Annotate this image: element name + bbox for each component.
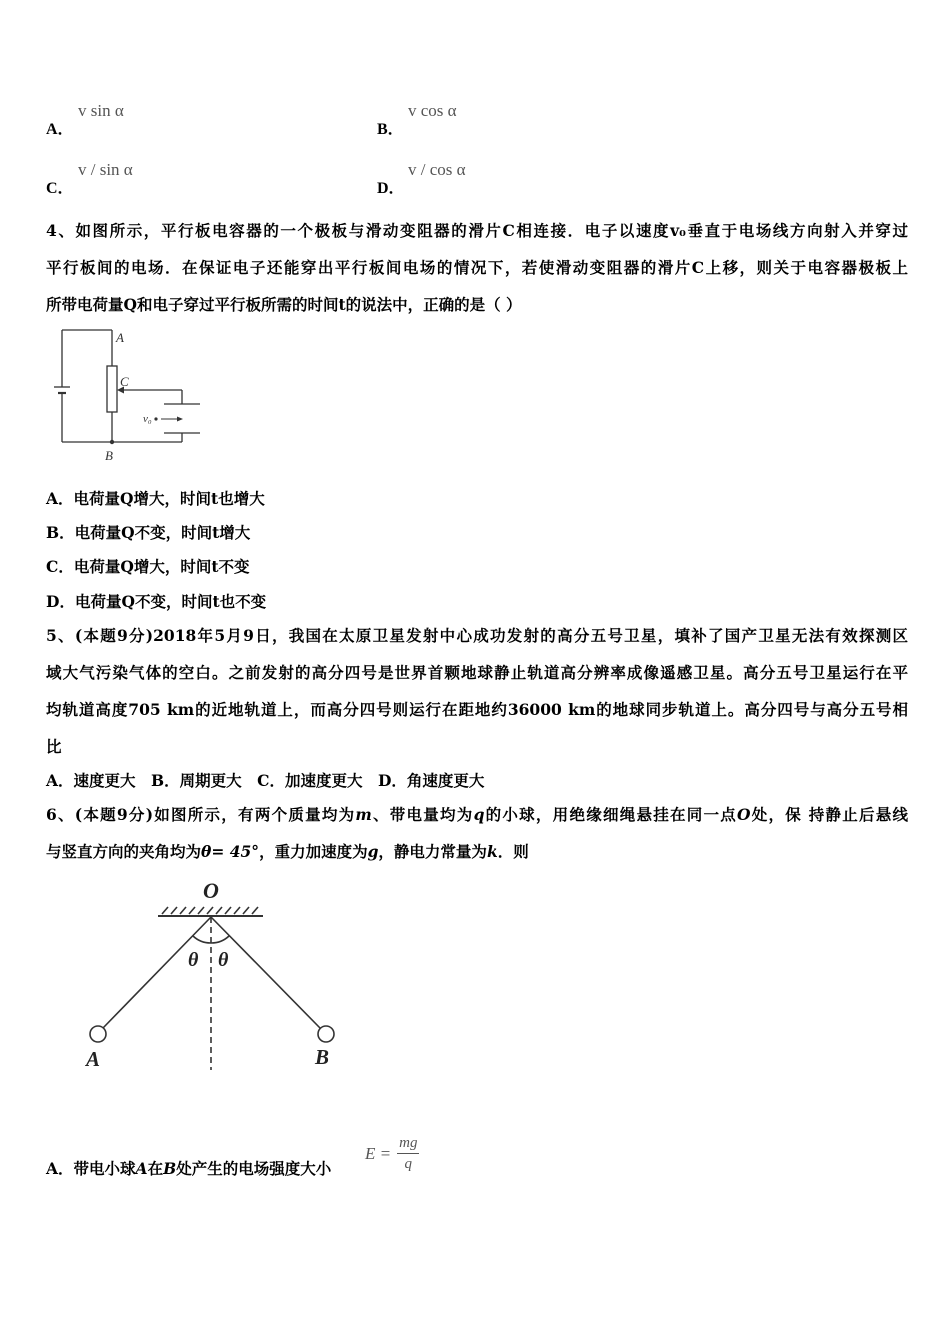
q5-stem [46,617,908,765]
rheostat-body [107,366,117,412]
q3-option-c-label: C． [46,180,74,197]
q3-option-c-formula: v / sin α [78,160,133,179]
label-b: B [315,1045,330,1069]
q6-line-1: 6、(本题9分)如图所示，有两个质量均为m、带电量均为q的小球，用绝缘细绳悬挂在同一点O处，保 持静止后悬线 [46,805,908,824]
q5-line-4: 比 [46,737,62,756]
q4-option-d: D．电荷量Q不变，时间t也不变 [46,592,267,611]
string-right [211,917,320,1028]
label-b: B [105,448,113,463]
q6-option-a-formula [365,1133,419,1174]
label-a: A [116,330,124,345]
q4-circuit-diagram [44,324,214,466]
q3-option-a-formula: v sin α [78,101,124,120]
label-a: A [86,1047,101,1071]
q4-option-c: C．电荷量Q增大，时间t不变 [46,557,250,576]
q5-line-1: 5、(本题9分)2018年5月9日，我国在太原卫星发射中心成功发射的高分五号卫星，填补了国产卫星无法有效探测区 [46,626,908,645]
q4-option-a: A．电荷量Q增大，时间t也增大 [46,489,265,508]
q4-option-b: B．电荷量Q不变，时间t增大 [46,523,251,542]
node-b-dot [110,440,114,444]
string-left [103,917,211,1028]
q5-line-3: 均轨道高度705 km的近地轨道上，而高分四号则运行在距地约36000 km的地球同步轨道上。高分四号与高分五号相 [46,700,908,719]
q4-line-3: 所带电荷量Q和电子穿过平行板所需的时间t的说法中，正确的是（ ） [46,295,522,314]
label-o: O [203,878,219,903]
formula-fraction [397,1133,419,1174]
q3-option-b-label: B． [377,121,404,138]
velocity-arrow-icon [177,417,183,422]
label-theta-left: θ [188,949,199,971]
q3-option-d-formula: v / cos α [408,160,466,179]
angle-arc-left [193,936,211,943]
ball-a [90,1026,106,1042]
q6-stem [46,796,908,870]
electron-dot [154,417,157,420]
formula-denominator: q [404,1156,413,1172]
q6-line-2: 与竖直方向的夹角均为θ= 45°，重力加速度为g，静电力常量为k．则 [46,842,529,861]
angle-arc-right [211,936,229,943]
q6-option-a: A．带电小球A在B处产生的电场强度大小 [46,1159,332,1178]
ball-b [318,1026,334,1042]
label-c: C [120,374,129,389]
q3-option-b-formula: v cos α [408,101,457,120]
q4-stem [46,212,908,323]
formula-lhs: E = [365,1143,392,1163]
q5-line-2: 域大气污染气体的空白。之前发射的高分四号是世界首颗地球静止轨道高分辨率成像遥感卫星。高分五号卫星运行在平 [46,663,908,682]
q3-option-d-label: D． [377,180,405,197]
q3-option-a-label: A． [46,121,74,138]
formula-numerator: mg [397,1133,419,1154]
label-v0: v₀ [143,413,152,425]
q6-pendulum-diagram [80,874,360,1078]
q4-line-2: 平行板间的电场．在保证电子还能穿出平行板间电场的情况下，若使滑动变阻器的滑片C上移，则关于电容器极板上 [46,258,908,277]
q5-options: A．速度更大 B．周期更大 C．加速度更大 D．角速度更大 [46,771,485,790]
label-theta-right: θ [218,949,229,971]
q4-line-1: 4、如图所示，平行板电容器的一个极板与滑动变阻器的滑片C相连接．电子以速度v₀垂直于电场线方向射入并穿过 [46,221,908,240]
